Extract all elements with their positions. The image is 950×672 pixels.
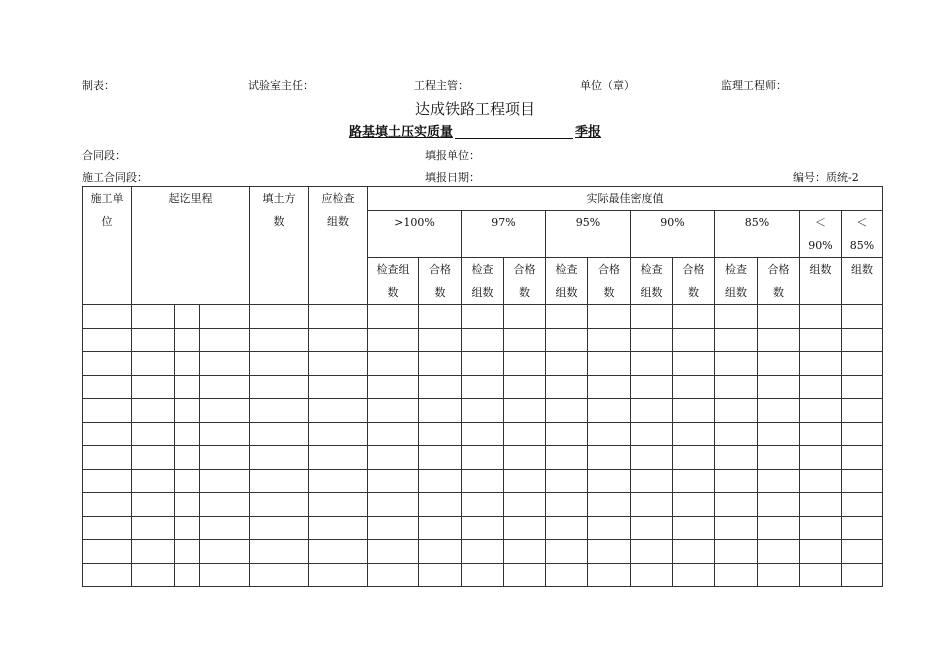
table-cell[interactable]: [83, 516, 132, 540]
header-checked-groups: 检查 组数: [462, 258, 504, 305]
construction-contract-section-label: 施工合同段：: [82, 171, 148, 184]
table-cell[interactable]: [200, 469, 250, 493]
table-row: [83, 540, 883, 564]
table-cell[interactable]: [462, 493, 504, 517]
table-cell[interactable]: [419, 493, 462, 517]
table-cell[interactable]: [800, 328, 842, 352]
table-cell[interactable]: [368, 493, 419, 517]
supervisor-label: 监理工程师：: [721, 79, 787, 92]
table-cell[interactable]: [462, 352, 504, 376]
table-cell[interactable]: [250, 305, 309, 329]
table-row: [83, 563, 883, 587]
table-cell[interactable]: [715, 469, 758, 493]
filling-date-label: 填报日期：: [425, 171, 480, 184]
table-cell[interactable]: [368, 352, 419, 376]
table-cell[interactable]: [631, 399, 673, 423]
table-cell[interactable]: [631, 352, 673, 376]
table-cell[interactable]: [309, 469, 368, 493]
header-checked-groups: 检查 组数: [715, 258, 758, 305]
table-cell[interactable]: [309, 399, 368, 423]
table-cell[interactable]: [631, 469, 673, 493]
table-cell[interactable]: [715, 375, 758, 399]
table-cell[interactable]: [175, 516, 200, 540]
table-cell[interactable]: [842, 375, 883, 399]
table-cell[interactable]: [758, 375, 800, 399]
table-cell[interactable]: [504, 399, 546, 423]
header-below-85: ＜ 85%: [842, 211, 883, 258]
table-cell[interactable]: [175, 399, 200, 423]
table-cell[interactable]: [419, 446, 462, 470]
table-cell[interactable]: [546, 305, 588, 329]
compaction-quality-table: [82, 186, 883, 587]
table-cell[interactable]: [200, 493, 250, 517]
table-cell[interactable]: [462, 563, 504, 587]
table-cell[interactable]: [673, 540, 715, 564]
table-row: [83, 328, 883, 352]
table-cell[interactable]: [462, 516, 504, 540]
table-cell[interactable]: [800, 422, 842, 446]
table-cell[interactable]: [368, 375, 419, 399]
table-cell[interactable]: [588, 352, 631, 376]
header-fill-volume: 填土方 数: [250, 187, 309, 305]
table-cell[interactable]: [368, 446, 419, 470]
table-cell[interactable]: [200, 328, 250, 352]
table-cell[interactable]: [800, 375, 842, 399]
table-cell[interactable]: [83, 493, 132, 517]
table-cell[interactable]: [546, 352, 588, 376]
unit-seal-label: 单位（章）: [580, 79, 635, 92]
table-cell[interactable]: [175, 493, 200, 517]
serial-number: 编号：质统-2: [793, 171, 859, 184]
table-cell[interactable]: [368, 516, 419, 540]
header-groups-required: 应检查 组数: [309, 187, 368, 305]
table-cell[interactable]: [504, 352, 546, 376]
table-cell[interactable]: [462, 305, 504, 329]
table-cell[interactable]: [250, 563, 309, 587]
table-cell[interactable]: [132, 469, 175, 493]
table-cell[interactable]: [715, 540, 758, 564]
header-actual-density: 实际最佳密度值: [368, 187, 883, 211]
table-cell[interactable]: [715, 493, 758, 517]
table-cell[interactable]: [200, 540, 250, 564]
table-cell[interactable]: [309, 305, 368, 329]
table-cell[interactable]: [419, 422, 462, 446]
table-cell[interactable]: [368, 328, 419, 352]
table-cell[interactable]: [758, 422, 800, 446]
table-cell[interactable]: [309, 328, 368, 352]
header-group-count: 组数: [842, 258, 883, 305]
table-cell[interactable]: [546, 399, 588, 423]
table-cell[interactable]: [588, 305, 631, 329]
table-cell[interactable]: [132, 352, 175, 376]
table-cell[interactable]: [419, 305, 462, 329]
table-cell[interactable]: [673, 516, 715, 540]
table-cell[interactable]: [715, 328, 758, 352]
table-cell[interactable]: [673, 493, 715, 517]
table-cell[interactable]: [800, 493, 842, 517]
table-cell[interactable]: [83, 399, 132, 423]
table-cell[interactable]: [758, 469, 800, 493]
table-row: [83, 469, 883, 493]
header-group-count: 组数: [800, 258, 842, 305]
filling-unit-label: 填报单位：: [425, 149, 480, 162]
table-cell[interactable]: [368, 399, 419, 423]
table-cell[interactable]: [673, 563, 715, 587]
table-cell[interactable]: [200, 352, 250, 376]
maker-label: 制表：: [82, 79, 115, 92]
table-row: [83, 352, 883, 376]
header-checked-groups: 检查 组数: [631, 258, 673, 305]
table-cell[interactable]: [631, 540, 673, 564]
table-cell[interactable]: [504, 422, 546, 446]
table-cell[interactable]: [800, 563, 842, 587]
table-cell[interactable]: [83, 375, 132, 399]
table-cell[interactable]: [758, 516, 800, 540]
table-cell[interactable]: [673, 422, 715, 446]
table-cell[interactable]: [462, 399, 504, 423]
table-cell[interactable]: [504, 516, 546, 540]
table-cell[interactable]: [132, 446, 175, 470]
table-cell[interactable]: [800, 516, 842, 540]
table-cell[interactable]: [250, 469, 309, 493]
table-cell[interactable]: [758, 328, 800, 352]
table-cell[interactable]: [842, 563, 883, 587]
table-cell[interactable]: [175, 540, 200, 564]
table-cell[interactable]: [673, 375, 715, 399]
table-cell[interactable]: [631, 446, 673, 470]
table-cell[interactable]: [758, 563, 800, 587]
table-row: [83, 446, 883, 470]
table-cell[interactable]: [250, 422, 309, 446]
header-qualified: 合格 数: [504, 258, 546, 305]
report-title-blank: [455, 124, 573, 139]
table-cell[interactable]: [715, 422, 758, 446]
lab-director-label: 试验室主任：: [248, 79, 314, 92]
table-cell[interactable]: [673, 469, 715, 493]
table-cell[interactable]: [715, 352, 758, 376]
table-cell[interactable]: [83, 422, 132, 446]
header-over-100: >100%: [368, 211, 462, 258]
table-cell[interactable]: [200, 305, 250, 329]
table-cell[interactable]: [368, 469, 419, 493]
table-row: [83, 305, 883, 329]
table-cell[interactable]: [200, 422, 250, 446]
header-mileage: 起讫里程: [132, 187, 250, 305]
table-cell[interactable]: [800, 352, 842, 376]
table-cell[interactable]: [842, 469, 883, 493]
table-body: [83, 305, 883, 587]
header-qualified: 合格 数: [588, 258, 631, 305]
table-cell[interactable]: [842, 493, 883, 517]
table-cell[interactable]: [200, 516, 250, 540]
table-cell[interactable]: [758, 305, 800, 329]
table-cell[interactable]: [588, 469, 631, 493]
table-cell[interactable]: [419, 540, 462, 564]
table-cell[interactable]: [132, 563, 175, 587]
table-cell[interactable]: [368, 305, 419, 329]
table-cell[interactable]: [83, 469, 132, 493]
table-cell[interactable]: [842, 305, 883, 329]
table-cell[interactable]: [588, 516, 631, 540]
table-cell[interactable]: [842, 328, 883, 352]
table-cell[interactable]: [250, 399, 309, 423]
table-row: [83, 422, 883, 446]
table-cell[interactable]: [250, 328, 309, 352]
table-cell[interactable]: [250, 493, 309, 517]
table-cell[interactable]: [546, 446, 588, 470]
table-cell[interactable]: [673, 305, 715, 329]
table-cell[interactable]: [631, 305, 673, 329]
table-cell[interactable]: [250, 540, 309, 564]
table-cell[interactable]: [758, 493, 800, 517]
table-cell[interactable]: [758, 540, 800, 564]
table-cell[interactable]: [504, 563, 546, 587]
table-cell[interactable]: [309, 352, 368, 376]
table-cell[interactable]: [83, 563, 132, 587]
table-cell[interactable]: [83, 305, 132, 329]
table-cell[interactable]: [309, 563, 368, 587]
table-row: [83, 399, 883, 423]
table-cell[interactable]: [175, 446, 200, 470]
table-cell[interactable]: [800, 540, 842, 564]
table-cell[interactable]: [673, 328, 715, 352]
table-cell[interactable]: [631, 328, 673, 352]
table-cell[interactable]: [250, 352, 309, 376]
table-cell[interactable]: [309, 446, 368, 470]
table-cell[interactable]: [419, 352, 462, 376]
table-cell[interactable]: [462, 328, 504, 352]
table-cell[interactable]: [504, 446, 546, 470]
table-cell[interactable]: [132, 493, 175, 517]
table-cell[interactable]: [546, 540, 588, 564]
table-cell[interactable]: [83, 328, 132, 352]
table-cell[interactable]: [631, 375, 673, 399]
table-cell[interactable]: [631, 563, 673, 587]
header-qualified: 合格 数: [758, 258, 800, 305]
table-cell[interactable]: [758, 399, 800, 423]
table-cell[interactable]: [800, 399, 842, 423]
table-cell[interactable]: [419, 563, 462, 587]
table-cell[interactable]: [504, 375, 546, 399]
table-cell[interactable]: [132, 422, 175, 446]
header-construction-unit: 施工单 位: [83, 187, 132, 305]
table-cell[interactable]: [673, 399, 715, 423]
table-cell[interactable]: [419, 399, 462, 423]
table-cell[interactable]: [504, 469, 546, 493]
header-90: 90%: [631, 211, 715, 258]
table-cell[interactable]: [842, 540, 883, 564]
table-cell[interactable]: [419, 328, 462, 352]
table-cell[interactable]: [715, 563, 758, 587]
table-cell[interactable]: [588, 399, 631, 423]
table-cell[interactable]: [175, 563, 200, 587]
table-cell[interactable]: [588, 422, 631, 446]
table-cell[interactable]: [132, 399, 175, 423]
table-cell[interactable]: [588, 446, 631, 470]
table-cell[interactable]: [200, 399, 250, 423]
table-cell[interactable]: [546, 375, 588, 399]
table-cell[interactable]: [588, 375, 631, 399]
table-cell[interactable]: [309, 422, 368, 446]
table-cell[interactable]: [250, 446, 309, 470]
report-title-right: 季报: [575, 125, 602, 140]
table-cell[interactable]: [504, 540, 546, 564]
table-cell[interactable]: [175, 352, 200, 376]
table-cell[interactable]: [842, 516, 883, 540]
table-cell[interactable]: [309, 540, 368, 564]
table-cell[interactable]: [715, 399, 758, 423]
report-title: [0, 121, 950, 140]
table-cell[interactable]: [200, 375, 250, 399]
table-cell[interactable]: [758, 446, 800, 470]
table-cell[interactable]: [462, 540, 504, 564]
table-cell[interactable]: [132, 305, 175, 329]
table-cell[interactable]: [631, 516, 673, 540]
table-cell[interactable]: [132, 540, 175, 564]
table-row: [83, 516, 883, 540]
table-cell[interactable]: [546, 469, 588, 493]
table-cell[interactable]: [758, 352, 800, 376]
table-cell[interactable]: [462, 469, 504, 493]
table-cell[interactable]: [175, 469, 200, 493]
table-cell[interactable]: [83, 446, 132, 470]
table-cell[interactable]: [462, 422, 504, 446]
table-cell[interactable]: [588, 563, 631, 587]
table-cell[interactable]: [631, 422, 673, 446]
table-cell[interactable]: [588, 328, 631, 352]
table-row: [83, 375, 883, 399]
header-97: 97%: [462, 211, 546, 258]
table-cell[interactable]: [800, 469, 842, 493]
contract-section-label: 合同段：: [82, 149, 126, 162]
header-qualified: 合格 数: [673, 258, 715, 305]
project-name: 达成铁路工程项目: [414, 100, 535, 118]
table-cell[interactable]: [673, 446, 715, 470]
table-cell[interactable]: [419, 375, 462, 399]
table-cell[interactable]: [175, 375, 200, 399]
table-cell[interactable]: [309, 493, 368, 517]
table-cell[interactable]: [175, 328, 200, 352]
table-cell[interactable]: [83, 352, 132, 376]
table-cell[interactable]: [309, 375, 368, 399]
table-cell[interactable]: [673, 352, 715, 376]
table-cell[interactable]: [588, 540, 631, 564]
table-cell[interactable]: [368, 422, 419, 446]
table-cell[interactable]: [800, 446, 842, 470]
report-title-left: 路基填土压实质量: [348, 125, 453, 140]
table-cell[interactable]: [309, 516, 368, 540]
table-cell[interactable]: [132, 516, 175, 540]
table-cell[interactable]: [462, 446, 504, 470]
table-cell[interactable]: [546, 493, 588, 517]
table-cell[interactable]: [715, 516, 758, 540]
table-cell[interactable]: [368, 563, 419, 587]
table-cell[interactable]: [842, 352, 883, 376]
table-cell[interactable]: [175, 422, 200, 446]
header-below-90: ＜ 90%: [800, 211, 842, 258]
table-cell[interactable]: [546, 422, 588, 446]
header-95: 95%: [546, 211, 631, 258]
table-cell[interactable]: [462, 375, 504, 399]
table-cell[interactable]: [419, 469, 462, 493]
table-cell[interactable]: [546, 563, 588, 587]
table-cell[interactable]: [200, 446, 250, 470]
header-checked-groups: 检查组 数: [368, 258, 419, 305]
table-cell[interactable]: [800, 305, 842, 329]
table-cell[interactable]: [83, 540, 132, 564]
header-checked-groups: 检查 组数: [546, 258, 588, 305]
table-cell[interactable]: [588, 493, 631, 517]
table-cell[interactable]: [419, 516, 462, 540]
chief-engineer-label: 工程主管：: [414, 79, 469, 92]
table-cell[interactable]: [715, 446, 758, 470]
table-cell[interactable]: [546, 516, 588, 540]
header-85: 85%: [715, 211, 800, 258]
table-cell[interactable]: [250, 516, 309, 540]
table-cell[interactable]: [842, 422, 883, 446]
header-qualified: 合格 数: [419, 258, 462, 305]
table-cell[interactable]: [504, 328, 546, 352]
table-cell[interactable]: [842, 399, 883, 423]
table-row: [83, 493, 883, 517]
table-cell[interactable]: [175, 305, 200, 329]
table-cell[interactable]: [504, 493, 546, 517]
table-cell[interactable]: [504, 305, 546, 329]
table-cell[interactable]: [250, 375, 309, 399]
table-cell[interactable]: [842, 446, 883, 470]
table-cell[interactable]: [715, 305, 758, 329]
table-cell[interactable]: [546, 328, 588, 352]
table-cell[interactable]: [200, 563, 250, 587]
table-cell[interactable]: [132, 375, 175, 399]
table-cell[interactable]: [631, 493, 673, 517]
table-cell[interactable]: [368, 540, 419, 564]
table-cell[interactable]: [132, 328, 175, 352]
